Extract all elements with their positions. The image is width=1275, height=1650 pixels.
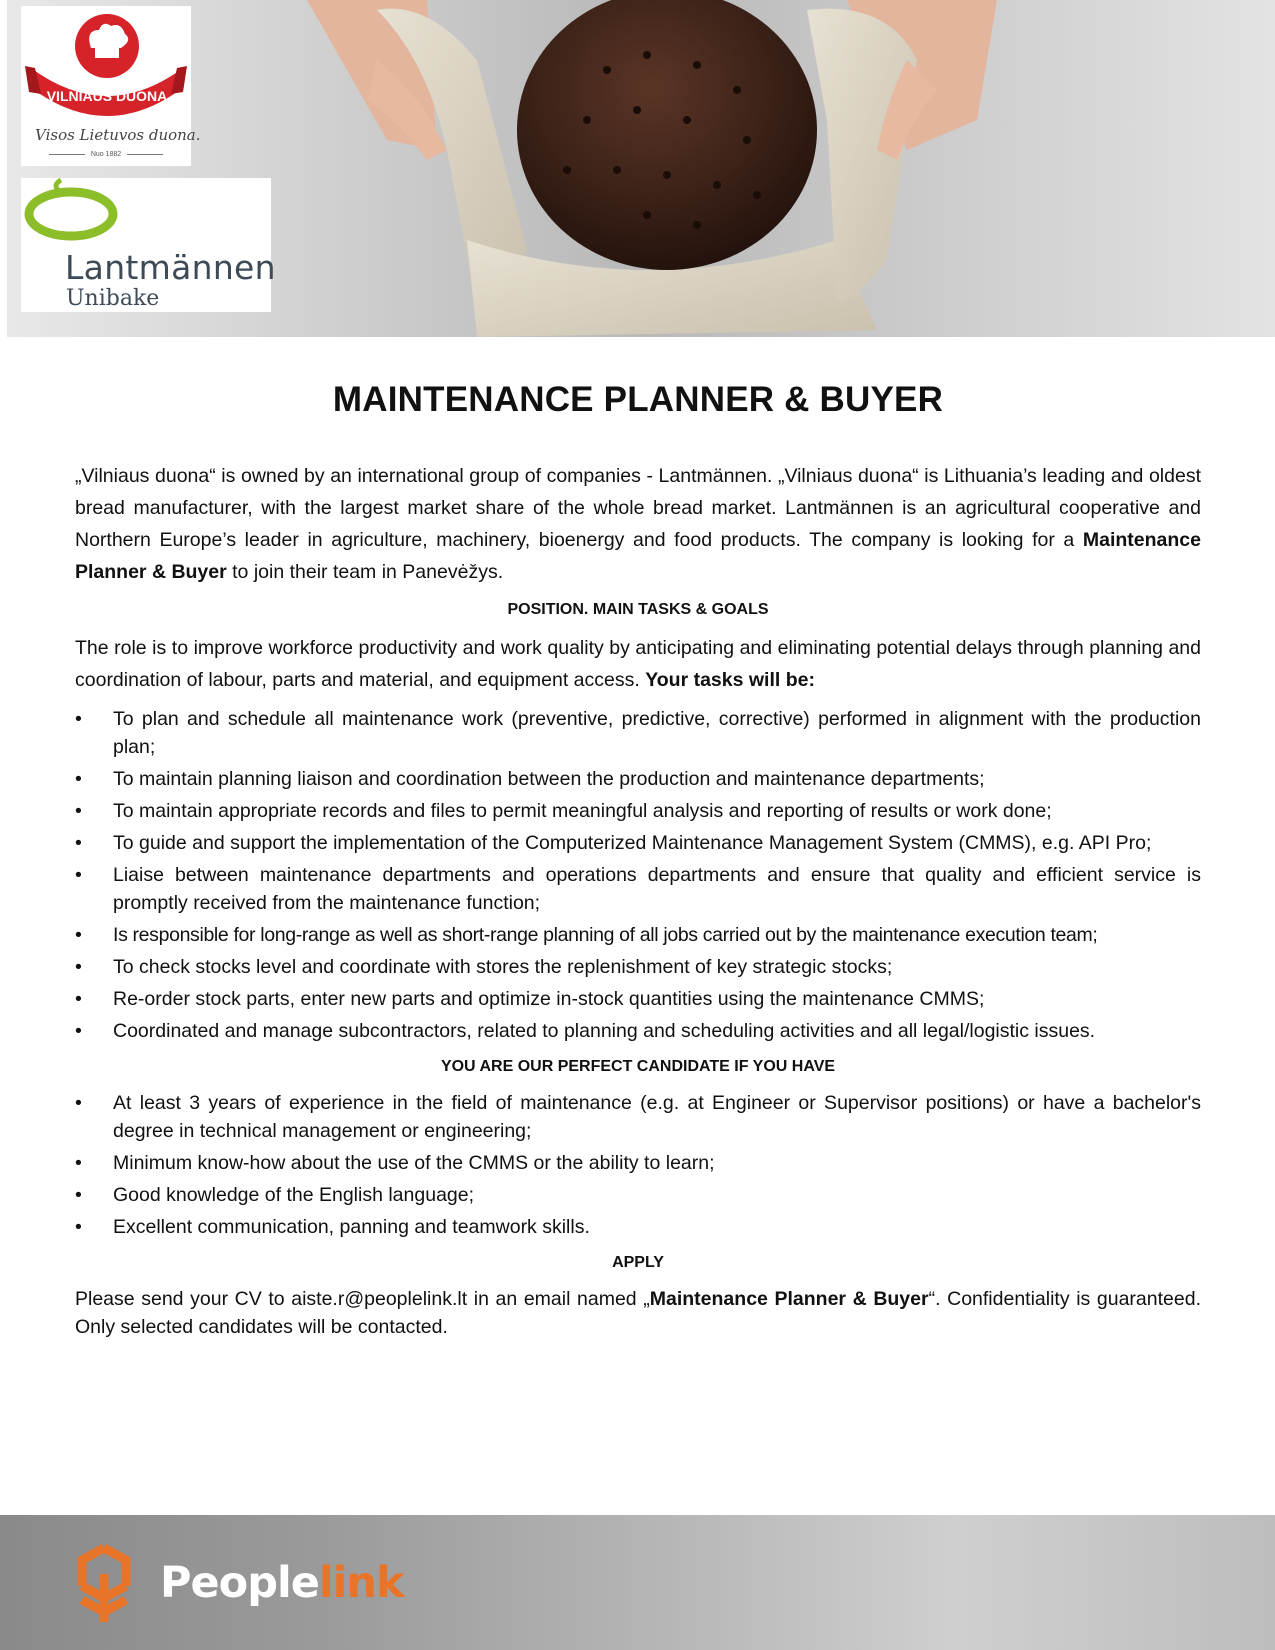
task-text: To plan and schedule all maintenance work (preventive, predictive, corrective) performed in alignment with the production plan; xyxy=(113,708,1201,758)
bullet: • xyxy=(75,956,82,978)
list-item xyxy=(75,921,1201,949)
list-item xyxy=(75,1089,1201,1145)
intro-position-name: Maintenance Planner & Buyer xyxy=(75,529,1201,583)
peoplelink-logo-text xyxy=(160,1558,404,1608)
lantmannen-swirl-icon xyxy=(21,178,121,258)
vilniaus-duona-logo xyxy=(21,6,201,166)
bullet: • xyxy=(75,800,82,822)
task-text: To maintain planning liaison and coordination between the production and maintenance departments; xyxy=(113,768,985,790)
list-item xyxy=(75,1149,1201,1177)
list-item xyxy=(75,861,1201,917)
lantmannen-brand-text: Lantmännen xyxy=(65,248,276,287)
tasks-list xyxy=(75,705,1201,1045)
list-item xyxy=(75,1213,1201,1241)
bullet: • xyxy=(75,864,82,886)
vilniaus-duona-emblem-icon xyxy=(21,6,191,126)
bullet: • xyxy=(75,708,82,730)
tasks-intro-paragraph xyxy=(75,632,1201,696)
list-item xyxy=(75,985,1201,1013)
tasks-intro-bold: Your tasks will be: xyxy=(645,669,815,691)
bullet: • xyxy=(75,1184,82,1206)
list-item xyxy=(75,765,1201,793)
intro-text-end: to join their team in Panevėžys. xyxy=(226,561,504,583)
list-item xyxy=(75,797,1201,825)
apply-heading: APPLY xyxy=(612,1254,664,1271)
apply-text-end: “. Confidentiality is guaranteed. Only selected candidates will be contacted. xyxy=(75,1288,1201,1338)
apply-position-name: Maintenance Planner & Buyer xyxy=(649,1288,929,1310)
candidate-list xyxy=(75,1089,1201,1241)
peoplelink-people: People xyxy=(160,1558,319,1608)
requirement-text: At least 3 years of experience in the field of maintenance (e.g. at Engineer or Supervisor positions) or have a bachelor's degree in technical management or engineering; xyxy=(113,1092,1201,1142)
apply-text: Please send your CV to aiste.r@peoplelink.lt in an email named „ xyxy=(75,1288,650,1310)
bullet: • xyxy=(75,1092,82,1114)
bullet: • xyxy=(75,768,82,790)
peoplelink-link: link xyxy=(318,1558,404,1608)
bullet: • xyxy=(75,924,82,946)
list-item xyxy=(75,1181,1201,1209)
task-text: Coordinated and manage subcontractors, related to planning and scheduling activities and all legal/logistic issues. xyxy=(113,1020,1096,1042)
tasks-intro-text: The role is to improve workforce productivity and work quality by anticipating and eliminating potential delays through planning and coordination of labour, parts and material, and equipment access. xyxy=(75,637,1201,691)
apply-paragraph xyxy=(75,1285,1201,1341)
header-banner xyxy=(7,0,1275,337)
footer-banner xyxy=(0,1515,1275,1650)
tasks-heading: POSITION. MAIN TASKS & GOALS xyxy=(507,601,769,618)
bullet: • xyxy=(75,832,82,854)
peoplelink-logo-icon xyxy=(64,1540,144,1630)
unibake-text: Unibake xyxy=(66,286,160,311)
list-item xyxy=(75,953,1201,981)
candidate-heading: YOU ARE OUR PERFECT CANDIDATE IF YOU HAVE xyxy=(440,1058,836,1075)
task-text: To maintain appropriate records and files to permit meaningful analysis and reporting of results or work done; xyxy=(113,800,1052,822)
bullet: • xyxy=(75,1216,82,1238)
intro-paragraph xyxy=(75,460,1201,588)
list-item xyxy=(75,829,1201,857)
list-item xyxy=(75,1017,1201,1045)
bullet: • xyxy=(75,1020,82,1042)
intro-text: „Vilniaus duona“ is owned by an international group of companies - Lantmännen. „Vilniaus duona“ is Lithuania’s leading and oldest bread manufacturer, with the largest market share of the whole bread market. Lantmännen is an agricultural cooperative and Northern Europe’s leader in agriculture, machinery, bioenergy and food products. The company is looking for a xyxy=(75,465,1201,551)
bullet: • xyxy=(75,988,82,1010)
task-text: Re-order stock parts, enter new parts and optimize in-stock quantities using the maintenance CMMS; xyxy=(113,988,985,1010)
requirement-text: Good knowledge of the English language; xyxy=(113,1184,475,1206)
requirement-text: Excellent communication, panning and teamwork skills. xyxy=(113,1216,590,1238)
task-text: To guide and support the implementation of the Computerized Maintenance Management System (CMMS), e.g. API Pro; xyxy=(113,832,1152,854)
list-item xyxy=(75,705,1201,761)
vilniaus-tagline: Visos Lietuvos duona. xyxy=(35,126,201,144)
task-text: To check stocks level and coordinate with stores the replenishment of key strategic stocks; xyxy=(113,956,893,978)
task-text: Is responsible for long-range as well as short-range planning of all jobs carried out by the maintenance execution team; xyxy=(113,924,1098,946)
lantmannen-unibake-logo xyxy=(21,178,276,312)
job-ad-content xyxy=(75,378,1201,1341)
requirement-text: Minimum know-how about the use of the CMMS or the ability to learn; xyxy=(113,1152,715,1174)
page-title: MAINTENANCE PLANNER & BUYER xyxy=(332,380,944,419)
vilniaus-since: Nuo 1882 xyxy=(35,151,177,158)
vilniaus-brand-text: VILNIAUS DUONA xyxy=(46,88,168,104)
bullet: • xyxy=(75,1152,82,1174)
task-text: Liaise between maintenance departments and operations departments and ensure that quality and efficient service is promptly received from the maintenance function; xyxy=(113,864,1201,914)
